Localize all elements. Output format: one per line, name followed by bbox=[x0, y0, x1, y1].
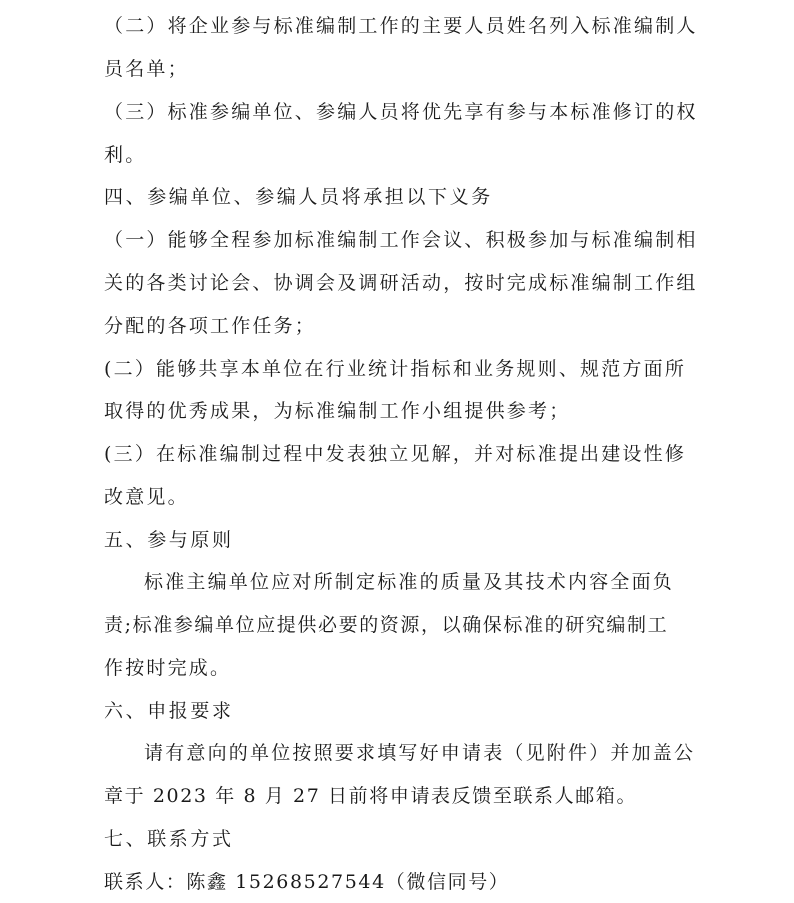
obligation-3-line-2: 改意见。 bbox=[104, 486, 189, 508]
obligation-1-line-1: （一）能够全程参加标准编制工作会议、积极参加与标准编制相 bbox=[104, 229, 698, 251]
principle-line-3: 作按时完成。 bbox=[104, 657, 232, 679]
section-4-heading: 四、参编单位、参编人员将承担以下义务 bbox=[104, 186, 493, 208]
application-line-1: 请有意向的单位按照要求填写好申请表（见附件）并加盖公 bbox=[144, 742, 696, 764]
clause-3-line-1: （三）标准参编单位、参编人员将优先享有参与本标准修订的权 bbox=[104, 101, 698, 123]
section-5-heading: 五、参与原则 bbox=[104, 529, 234, 551]
obligation-2-line-2: 取得的优秀成果，为标准编制工作小组提供参考； bbox=[104, 400, 571, 422]
contact-line: 联系人：陈鑫 15268527544（微信同号） bbox=[104, 871, 510, 893]
section-7-heading: 七、联系方式 bbox=[104, 828, 234, 850]
obligation-1-line-2: 关的各类讨论会、协调会及调研活动，按时完成标准编制工作组 bbox=[104, 272, 698, 294]
principle-line-2: 责;标准参编单位应提供必要的资源，以确保标准的研究编制工 bbox=[104, 614, 669, 636]
obligation-1-line-3: 分配的各项工作任务； bbox=[104, 315, 317, 337]
obligation-3-line-1: (三）在标准编制过程中发表独立见解，并对标准提出建设性修 bbox=[104, 443, 687, 465]
application-line-2: 章于 2023 年 8 月 27 日前将申请表反馈至联系人邮箱。 bbox=[104, 785, 638, 807]
principle-line-1: 标准主编单位应对所制定标准的质量及其技术内容全面负 bbox=[144, 571, 675, 593]
clause-2-line-1: （二）将企业参与标准编制工作的主要人员姓名列入标准编制人 bbox=[104, 15, 698, 37]
clause-3-line-2: 利。 bbox=[104, 144, 147, 166]
obligation-2-line-1: (二）能够共享本单位在行业统计指标和业务规则、规范方面所 bbox=[104, 358, 687, 380]
section-6-heading: 六、申报要求 bbox=[104, 700, 234, 722]
clause-2-line-2: 员名单； bbox=[104, 58, 189, 80]
